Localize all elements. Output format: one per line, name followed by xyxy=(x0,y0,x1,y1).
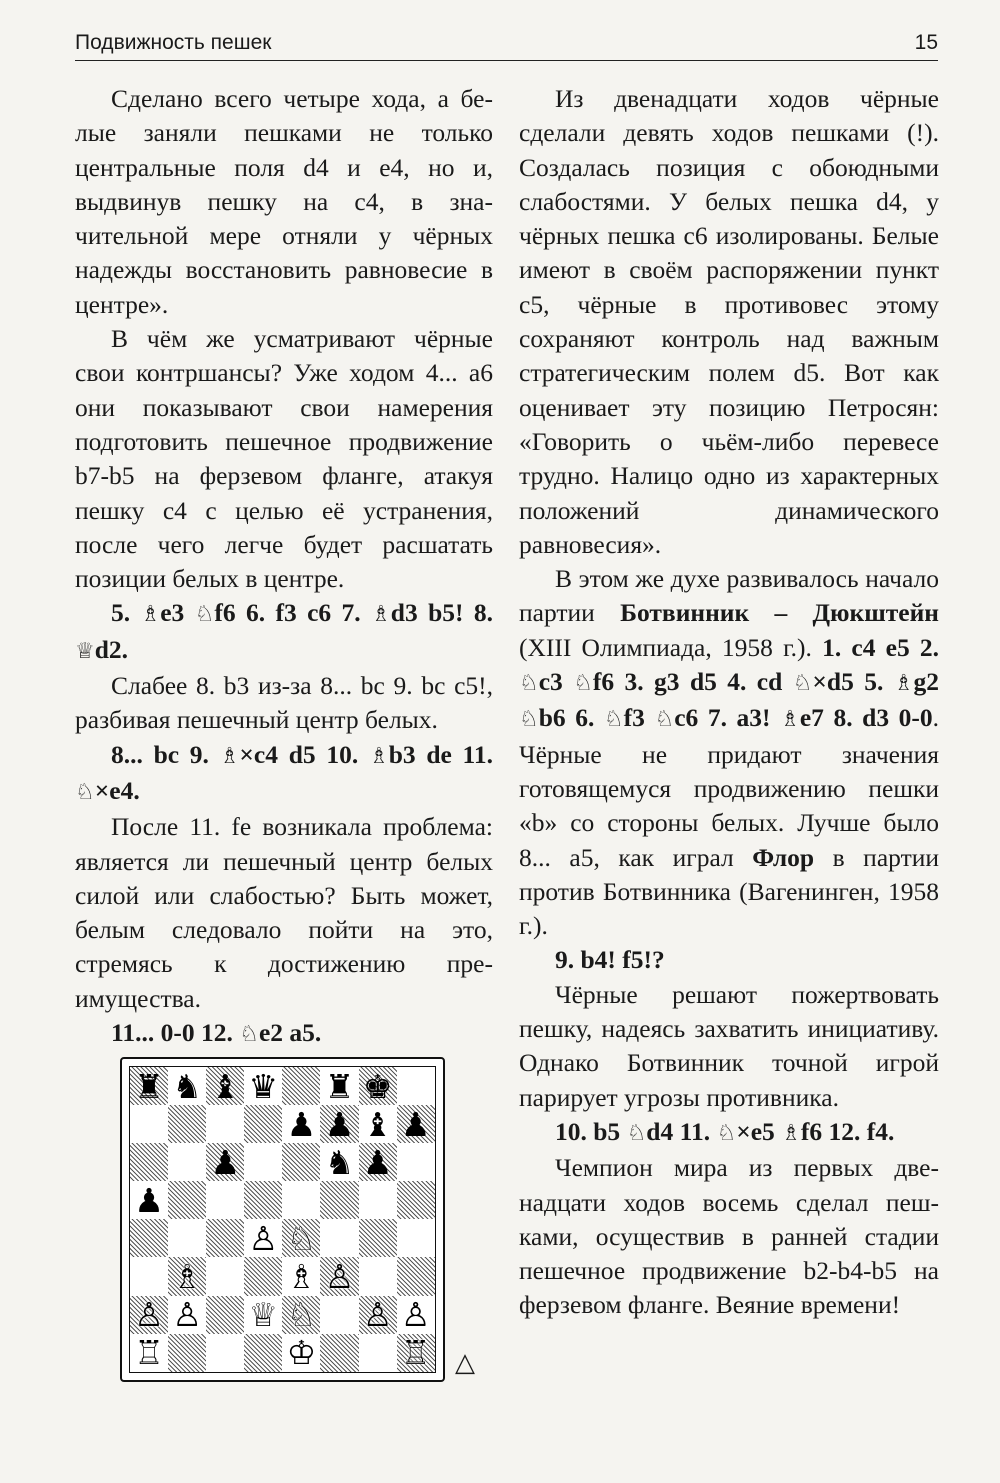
black-queen-icon: ♛ xyxy=(248,1066,279,1106)
knight-icon: ♘ xyxy=(626,1120,647,1146)
square-d1 xyxy=(244,1334,282,1372)
square-g6 xyxy=(359,1143,397,1181)
square-c3 xyxy=(206,1257,244,1295)
square-d6 xyxy=(244,1143,282,1181)
square-f5 xyxy=(320,1181,358,1219)
square-a1 xyxy=(130,1334,168,1372)
white-pawn-icon: ♙ xyxy=(400,1295,431,1335)
square-e7 xyxy=(282,1105,320,1143)
square-c6 xyxy=(206,1143,244,1181)
queen-icon: ♕ xyxy=(75,638,95,664)
square-b1 xyxy=(168,1334,206,1372)
square-a8 xyxy=(130,1067,168,1105)
white-king-icon: ♔ xyxy=(286,1333,317,1373)
player-name: Флор xyxy=(752,842,815,872)
page-number: 15 xyxy=(914,31,938,54)
square-d8 xyxy=(244,1067,282,1105)
black-knight-icon: ♞ xyxy=(172,1066,202,1106)
white-bishop-icon: ♗ xyxy=(286,1257,317,1297)
square-b6 xyxy=(168,1143,206,1181)
bishop-icon: ♗ xyxy=(140,602,161,628)
white-rook-icon: ♖ xyxy=(400,1333,431,1373)
square-a4 xyxy=(130,1219,168,1257)
black-pawn-icon: ♟ xyxy=(362,1142,393,1182)
square-d2 xyxy=(244,1296,282,1334)
square-e3 xyxy=(282,1257,320,1295)
square-h6 xyxy=(397,1143,435,1181)
move-line: 9. b4! f5!? xyxy=(555,945,665,975)
paragraph: Из двенадцати ходов чёрные сделали девять ходов пешками (!). Создалась позиция с обоюдными слабостями. У белых пешка d4, у чёрных пешка c6 изолированы. Белые имеют в своём распоряжении пункт c5, чёрные в противовес этому сохраняют контроль над важным стратегическим полем d5. Вот как оценивает эту позицию Петросян: «Говорить о чьём-либо перевесе трудно. Налицо одно из характерных положений динамического равновесия». xyxy=(519,84,939,559)
square-c2 xyxy=(206,1296,244,1334)
paragraph: Сделано всего четыре хода, а белые заняли пешками не только центральные поля d4 и e4, но и, выдвинув пешку на c4, в значительной мере отняли у чёрных надежды восстановить равновесие в центре». xyxy=(75,84,493,319)
move-line: 5. ♗e3 ♘f6 6. f3 c6 7. ♗d3 b5! 8. ♕d2. xyxy=(75,598,493,664)
square-d5 xyxy=(244,1181,282,1219)
square-f2 xyxy=(320,1296,358,1334)
black-bishop-icon: ♝ xyxy=(362,1104,393,1144)
square-f3 xyxy=(320,1257,358,1295)
square-f4 xyxy=(320,1219,358,1257)
square-d3 xyxy=(244,1257,282,1295)
square-b4 xyxy=(168,1219,206,1257)
square-c4 xyxy=(206,1219,244,1257)
black-rook-icon: ♜ xyxy=(134,1066,164,1106)
white-knight-icon: ♘ xyxy=(286,1218,317,1258)
square-g2 xyxy=(359,1296,397,1334)
square-b5 xyxy=(168,1181,206,1219)
black-pawn-icon: ♟ xyxy=(400,1104,431,1144)
knight-icon: ♘ xyxy=(716,1120,737,1146)
square-b2 xyxy=(168,1296,206,1334)
square-b3 xyxy=(168,1257,206,1295)
white-pawn-icon: ♙ xyxy=(248,1218,279,1258)
black-rook-icon: ♜ xyxy=(324,1066,355,1106)
move-line: 8... bc 9. ♗×c4 d5 10. ♗b3 de 11. ♘×e4. xyxy=(75,739,494,805)
square-e1 xyxy=(282,1334,320,1372)
left-column xyxy=(75,82,493,1052)
bishop-icon: ♗ xyxy=(781,1120,801,1146)
square-e6 xyxy=(282,1143,320,1181)
black-knight-icon: ♞ xyxy=(324,1142,355,1182)
square-c1 xyxy=(206,1334,244,1372)
square-d7 xyxy=(244,1105,282,1143)
square-g1 xyxy=(359,1334,397,1372)
paragraph: Чёрные решают пожертвовать пешку, надеясь захватить инициативу. Однако Ботвинник точной игрой парирует угрозы противника. xyxy=(519,979,939,1112)
square-a2 xyxy=(130,1296,168,1334)
square-b8 xyxy=(168,1067,206,1105)
square-e2 xyxy=(282,1296,320,1334)
square-g5 xyxy=(359,1181,397,1219)
white-bishop-icon: ♗ xyxy=(172,1257,202,1297)
square-f1 xyxy=(320,1334,358,1372)
paragraph: После 11. fe возникала проблема: является ли пешечный центр белых силой или слабостью? Быть может, белым следовало пойти на это, стремясь к достижению преимущества. xyxy=(75,812,493,1013)
square-h7 xyxy=(397,1105,435,1143)
square-f7 xyxy=(320,1105,358,1143)
square-e5 xyxy=(282,1181,320,1219)
square-e8 xyxy=(282,1067,320,1105)
move-sequence: 1. c4 e5 2. ♘c3 ♘f6 3. g3 d5 4. cd ♘×d5 5. ♗g2 ♘b6 6. ♘f3 ♘c6 7. a3! ♗e7 8. d3 0-0 xyxy=(519,632,939,733)
square-d4 xyxy=(244,1219,282,1257)
black-pawn-icon: ♟ xyxy=(324,1104,355,1144)
square-g8 xyxy=(359,1067,397,1105)
square-h1 xyxy=(397,1334,435,1372)
knight-icon: ♘ xyxy=(792,671,813,697)
chapter-title: Подвижность пешек xyxy=(75,31,272,54)
paragraph: В чём же усматривают чёрные свои контршансы? Уже ходом 4... a6 они показывают свои намерения подготовить пешечное продвижение b7-b5 на ферзевом фланге, атакуя пешку c4 с целью её устранения, после чего легче будет расшатать позиции белых в центре. xyxy=(75,324,493,594)
bishop-icon: ♗ xyxy=(893,671,914,697)
chess-board xyxy=(129,1066,436,1373)
square-g4 xyxy=(359,1219,397,1257)
white-pawn-icon: ♙ xyxy=(362,1295,393,1335)
square-h8 xyxy=(397,1067,435,1105)
black-bishop-icon: ♝ xyxy=(210,1066,241,1106)
square-h5 xyxy=(397,1181,435,1219)
white-to-move-icon: △ xyxy=(455,1348,475,1378)
square-h3 xyxy=(397,1257,435,1295)
square-f8 xyxy=(320,1067,358,1105)
square-a5 xyxy=(130,1181,168,1219)
move-line: 11... 0-0 12. ♘e2 a5. xyxy=(111,1018,322,1048)
square-a6 xyxy=(130,1143,168,1181)
running-header xyxy=(75,28,938,61)
paragraph: В этом же духе развивалось начало партии Ботвинник – Дюкштейн (XIII Олимпиада, 1958 г.). 1. c4 e5 2. ♘c3 ♘f6 3. g3 d5 4. cd ♘×d5 5. ♗g2 ♘b6 6. ♘f3 ♘c6 7. a3! ♗e7 8. d3 0-0. Чёрные не придают значения готовящемуся продвижению пешки «b» со стороны белых. Лучше было 8... a5, как играл Флор в партии против Ботвинника (Вагенинген, 1958 г.). xyxy=(519,564,940,941)
knight-icon: ♘ xyxy=(194,602,215,628)
black-pawn-icon: ♟ xyxy=(134,1180,164,1220)
paragraph: Чемпион мира из первых двенадцати ходов восемь сделал пешками, осуществив в ранней стадии пешечное продвижение b2-b4-b5 на ферзевом фланге. Веяние времени! xyxy=(519,1153,939,1320)
white-pawn-icon: ♙ xyxy=(172,1295,202,1335)
paragraph: Слабее 8. b3 из-за 8... bc 9. bc c5!, разбивая пешечный центр белых. xyxy=(75,671,493,735)
square-f6 xyxy=(320,1143,358,1181)
white-pawn-icon: ♙ xyxy=(134,1295,164,1335)
square-b7 xyxy=(168,1105,206,1143)
square-e4 xyxy=(282,1219,320,1257)
knight-icon: ♘ xyxy=(654,707,675,733)
right-column xyxy=(519,82,939,1323)
bishop-icon: ♗ xyxy=(219,743,240,769)
square-c5 xyxy=(206,1181,244,1219)
square-h4 xyxy=(397,1219,435,1257)
square-c8 xyxy=(206,1067,244,1105)
chess-diagram xyxy=(120,1057,443,1380)
knight-icon: ♘ xyxy=(239,1022,259,1048)
square-a3 xyxy=(130,1257,168,1295)
bishop-icon: ♗ xyxy=(368,743,389,769)
square-h2 xyxy=(397,1296,435,1334)
move-line: 10. b5 ♘d4 11. ♘×e5 ♗f6 12. f4. xyxy=(555,1116,895,1146)
black-pawn-icon: ♟ xyxy=(210,1142,241,1182)
diagram-frame xyxy=(120,1057,445,1382)
black-king-icon: ♚ xyxy=(362,1066,393,1106)
square-g7 xyxy=(359,1105,397,1143)
bishop-icon: ♗ xyxy=(371,602,391,628)
white-queen-icon: ♕ xyxy=(248,1295,279,1335)
knight-icon: ♘ xyxy=(519,707,539,733)
white-pawn-icon: ♙ xyxy=(324,1257,355,1297)
white-knight-icon: ♘ xyxy=(286,1295,317,1335)
bishop-icon: ♗ xyxy=(780,707,800,733)
white-rook-icon: ♖ xyxy=(134,1333,164,1373)
knight-icon: ♘ xyxy=(573,671,593,697)
square-c7 xyxy=(206,1105,244,1143)
knight-icon: ♘ xyxy=(603,707,624,733)
square-g3 xyxy=(359,1257,397,1295)
square-a7 xyxy=(130,1105,168,1143)
knight-icon: ♘ xyxy=(519,671,539,697)
knight-icon: ♘ xyxy=(75,779,95,805)
player-names: Ботвинник – Дюкштейн xyxy=(620,598,939,628)
black-pawn-icon: ♟ xyxy=(286,1104,317,1144)
